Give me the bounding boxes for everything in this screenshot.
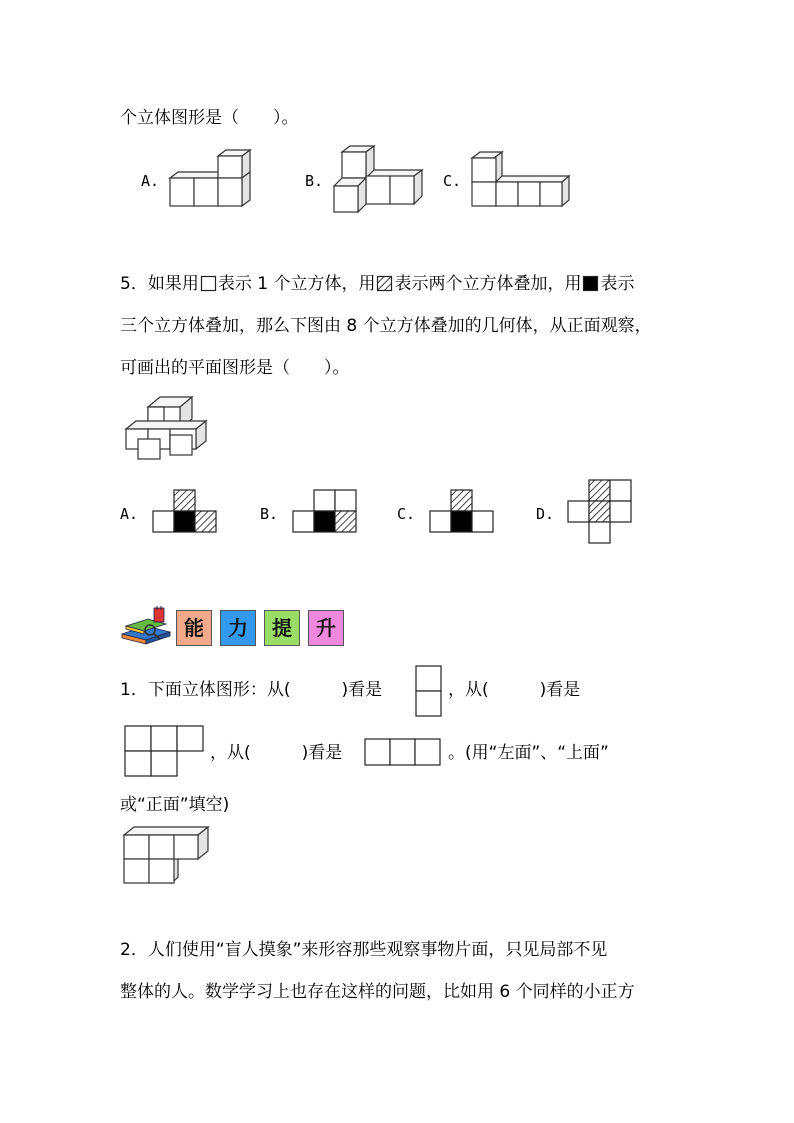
q5-option-b-figure: [292, 489, 360, 535]
q5-line2: 三个立方体叠加，那么下图由 8 个立方体叠加的几何体，从正面观察，: [120, 316, 652, 336]
white-square-icon: [201, 276, 216, 291]
q4-option-c-figure: [468, 150, 573, 210]
q4-option-b-figure: [330, 144, 430, 214]
q5-line1-b: 表示 1 个立方体，用: [217, 274, 376, 294]
p2-line2: 整体的人。数学学习上也存在这样的问题，比如用 6 个同样的小正方: [120, 982, 635, 1002]
q5-option-c-label: C.: [397, 505, 416, 523]
q5-option-c-figure: [429, 489, 497, 535]
q5-line1-c: 表示两个立方体叠加，用: [394, 274, 582, 294]
q4-option-a-figure: [165, 148, 260, 210]
q4-text-end: 个立体图形是（ ）。: [120, 108, 299, 128]
q4-option-b-label: B.: [305, 172, 324, 190]
p1-view-vertical-figure: [415, 665, 443, 719]
hatched-square-icon: [377, 276, 392, 291]
q5-option-d-label: D.: [536, 505, 555, 523]
books-icon: [120, 606, 172, 646]
section-title-char-3: 提: [264, 610, 300, 646]
q5-option-b-label: B.: [260, 505, 279, 523]
q5-line1-a: 5．如果用: [120, 274, 199, 294]
q5-line1-d: 表示: [600, 274, 635, 294]
q5-line1: [120, 274, 634, 294]
p1-text-a: 1．下面立体图形：从( )看是: [120, 680, 383, 700]
section-title-char-2: 力: [220, 610, 256, 646]
p1-view-l-figure: [124, 725, 208, 780]
p1-text-e: 或“正面”填空): [120, 795, 230, 815]
q4-option-c-label: C.: [443, 172, 462, 190]
p1-view-row-figure: [364, 738, 444, 768]
p2-line1: 2．人们使用“盲人摸象”来形容那些观察事物片面，只见局部不见: [120, 940, 608, 960]
q5-option-a-label: A.: [120, 505, 139, 523]
q5-solid-figure: [122, 395, 214, 465]
p1-solid-figure: [122, 825, 212, 887]
black-square-icon: [583, 276, 598, 291]
section-title-char-4: 升: [308, 610, 344, 646]
p1-text-d: 。(用“左面”、“上面”: [448, 743, 609, 763]
q5-option-a-figure: [152, 489, 220, 535]
section-title-char-1: 能: [176, 610, 212, 646]
q5-option-d-figure: [567, 479, 635, 545]
p1-text-c: ，从( )看是: [210, 743, 343, 763]
p1-text-b: ，从( )看是: [448, 680, 581, 700]
q5-line3: 可画出的平面图形是（ ）。: [120, 358, 350, 378]
q4-option-a-label: A.: [141, 172, 160, 190]
